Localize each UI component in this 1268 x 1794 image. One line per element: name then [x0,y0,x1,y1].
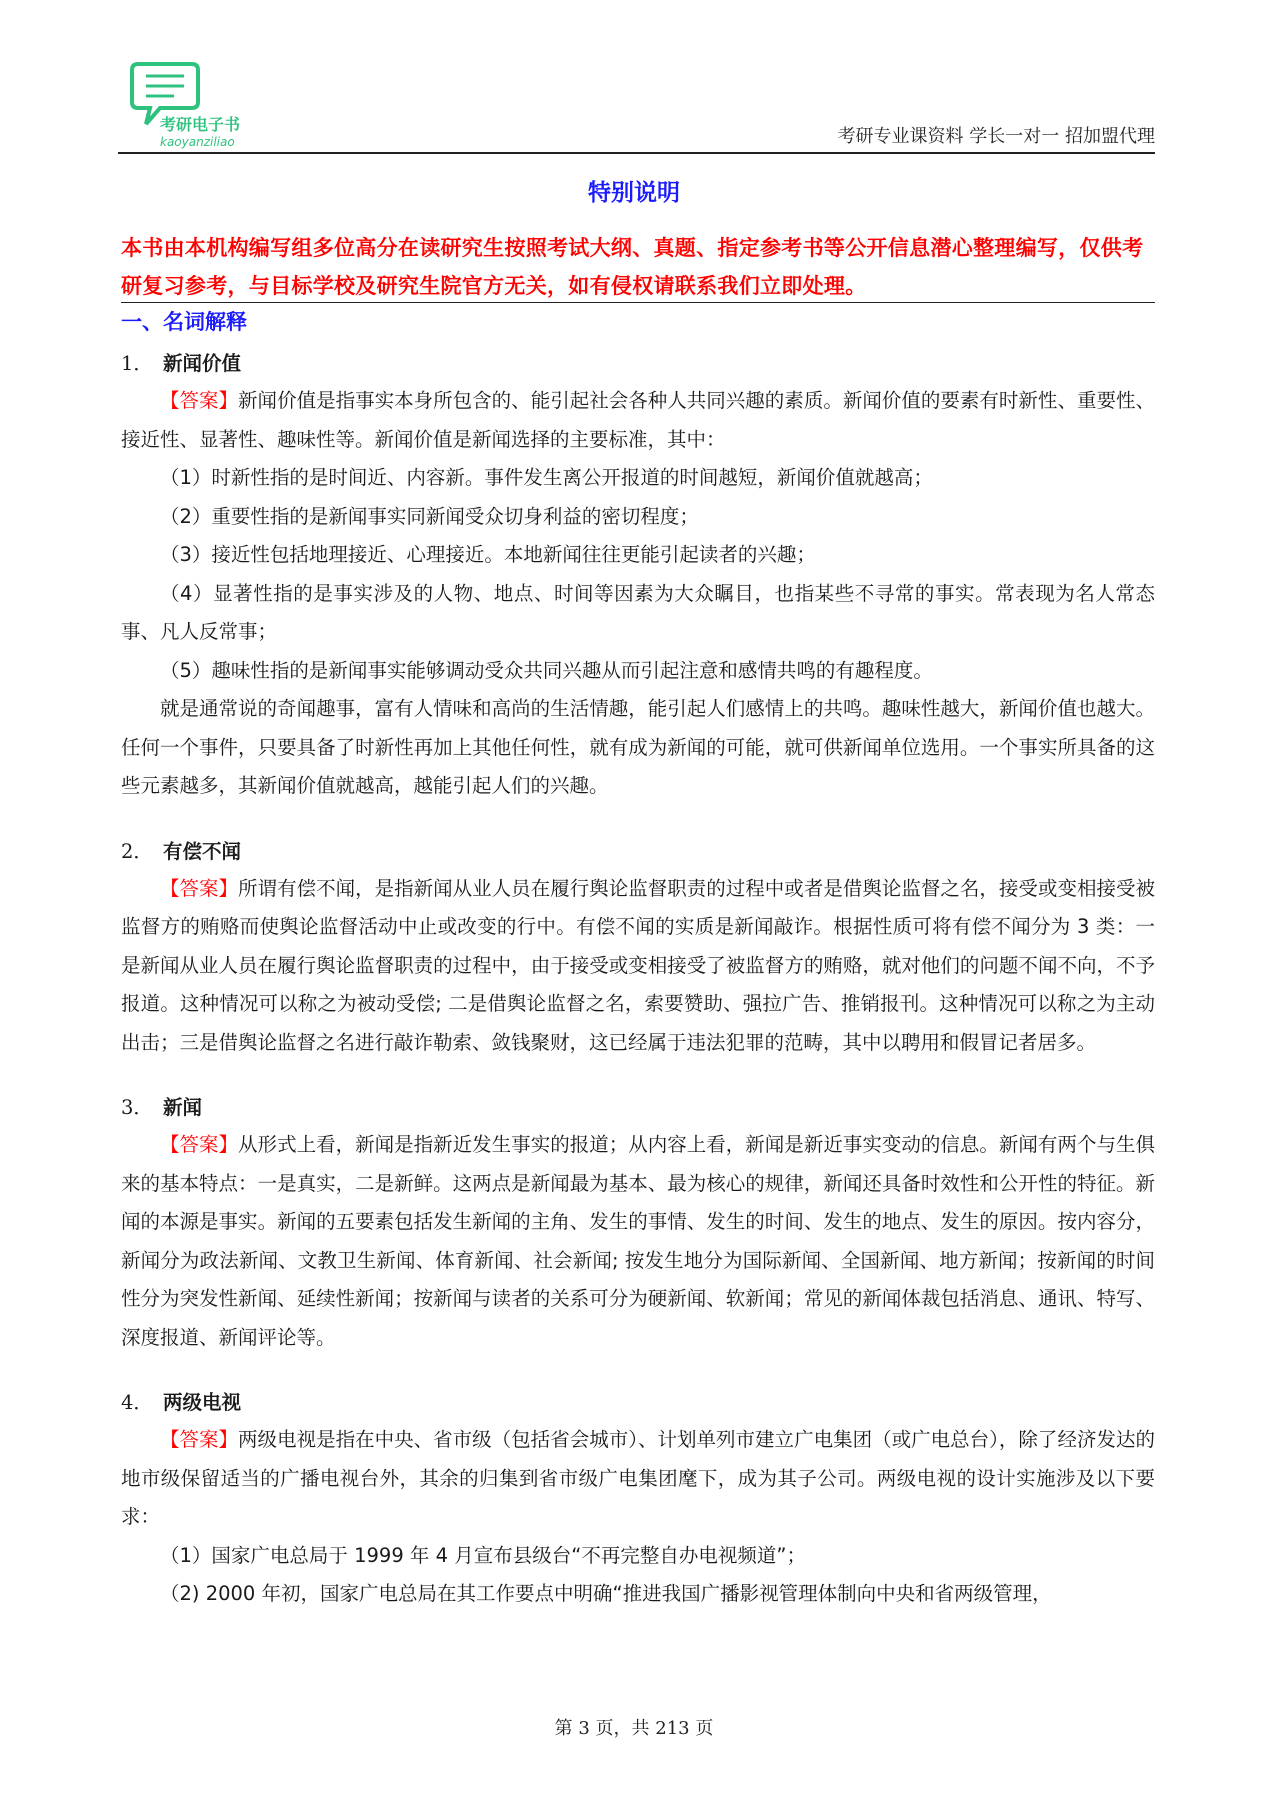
page-title: 特别说明 [588,180,680,206]
list-item: （3）接近性包括地理接近、心理接近。本地新闻往往更能引起读者的兴趣； [160,543,816,566]
list-item: （5）趣味性指的是新闻事实能够调动受众共同兴趣从而引起注意和感情共鸣的有趣程度。 [160,658,933,682]
disclaimer-notice: 本书由本机构编写组多位高分在读研究生按照考试大纲、真题、指定参考书等公开信息潜心整理编写，仅供考研复习参考，与目标学校及研究生院官方无关，如有侵权请联系我们立即处理。 [121,236,1144,298]
term-block [121,1090,1155,1357]
answer-paragraph [121,1421,1155,1537]
logo-text-cn: 考研电子书 [160,115,241,134]
term-number: 3． [121,1096,153,1119]
notice-divider [121,302,1155,303]
answer-text: 新闻价值是指事实本身所包含的、能引起社会各种人共同兴趣的素质。新闻价值的要素有时新性、重要性、接近性、显著性、趣味性等。新闻价值是新闻选择的主要标准，其中： [121,389,1155,451]
term-heading [121,1090,1155,1126]
page-footer: 第 3 页，共 213 页 [554,1718,714,1739]
list-item: （2) 2000 年初，国家广电总局在其工作要点中明确“推进我国广播影视管理体制向中央和省两级管理， [160,1582,1052,1605]
answer-text: 从形式上看，新闻是指新近发生事实的报道；从内容上看，新闻是新近事实变动的信息。新闻有两个与生俱来的基本特点：一是真实，二是新鲜。这两点是新闻最为基本、最为核心的规律，新闻还具备时效性和公开性的特征。新闻的本源是事实。新闻的五要素包括发生新闻的主角、发生的事情、发生的时间、发生的地点、发生的原因。按内容分，新闻分为政法新闻、文教卫生新闻、体育新闻、社会新闻; 按发生地分为国际新闻、全国新闻、地方新闻；按新闻的时间性分为突发性新闻、延续性新闻；按新闻与读者的关系可分为硬新闻、软新闻；常见的新闻体裁包括消息、通讯、特写、深度报道、新闻评论等。 [121,1133,1155,1349]
term-title: 新闻 [163,1096,203,1119]
content-body [121,346,1155,1614]
answer-paragraph [121,1126,1155,1357]
answer-text: 两级电视是指在中央、省市级（包括省会城市）、计划单列市建立广电集团（或广电总台），除了经济发达的地市级保留适当的广播电视台外，其余的归集到省市级广电集团麾下，成为其子公司。两级电视的设计实施涉及以下要求： [121,1428,1155,1528]
logo [130,60,270,150]
header-tagline: 考研专业课资料 学长一对一 招加盟代理 [837,126,1155,147]
list-item: （1）时新性指的是时间近、内容新。事件发生离公开报道的时间越短，新闻价值就越高； [160,466,933,489]
term-heading [121,834,1155,870]
term-title: 新闻价值 [163,352,242,375]
term-block [121,346,1155,806]
answer-paragraph [121,382,1155,459]
term-title: 有偿不闻 [163,839,242,863]
answer-tag: 【答案】 [160,389,239,412]
list-item: （1）国家广电总局于 1999 年 4 月宣布县级台“不再完整自办电视频道”； [160,1543,806,1567]
answer-text: 所谓有偿不闻，是指新闻从业人员在履行舆论监督职责的过程中或者是借舆论监督之名，接受或变相接受被监督方的贿赂而使舆论监督活动中止或改变的行中。有偿不闻的实质是新闻敲诈。根据性质可将有偿不闻分为 3 类：一是新闻从业人员在履行舆论监督职责的过程中，由于接受或变相接受了被监督方的贿赂，就对他们的问题不闻不向，不予报道。这种情况可以称之为被动受偿; 二是借舆论监督之名，索要赞助、强拉广告、推销报刊。这种情况可以称之为主动出击；三是借舆论监督之名进行敲诈勒索、敛钱聚财，这已经属于违法犯罪的范畴，其中以聘用和假冒记者居多。 [121,876,1155,1054]
list-item: （2）重要性指的是新闻事实同新闻受众切身利益的密切程度； [160,504,699,528]
term-heading [121,1385,1155,1421]
answer-tag: 【答案】 [160,1428,239,1451]
answer-paragraph [121,870,1155,1063]
term-title: 两级电视 [163,1391,242,1414]
term-block [121,1385,1155,1614]
logo-text-en: kaoyanziliao [160,135,235,149]
term-number: 1． [121,352,153,375]
extra-paragraph: 就是通常说的奇闻趣事，富有人情味和高尚的生活情趣，能引起人们感情上的共鸣。趣味性越大，新闻价值也越大。任何一个事件，只要具备了时新性再加上其他任何性，就有成为新闻的可能，就可供新闻单位选用。一个事实所具备的这些元素越多，其新闻价值就越高，越能引起人们的兴趣。 [121,697,1155,797]
term-block [121,834,1155,1063]
term-heading [121,346,1155,382]
answer-tag: 【答案】 [160,1133,239,1156]
term-number: 4． [121,1391,153,1414]
section-title: 一、名词解释 [121,310,247,334]
list-item: （4）显著性指的是事实涉及的人物、地点、时间等因素为大众瞩目，也指某些不寻常的事实。常表现为名人常态事、凡人反常事； [121,581,1155,643]
term-number: 2． [121,839,153,863]
answer-tag: 【答案】 [160,876,239,900]
header-divider [118,152,1155,154]
